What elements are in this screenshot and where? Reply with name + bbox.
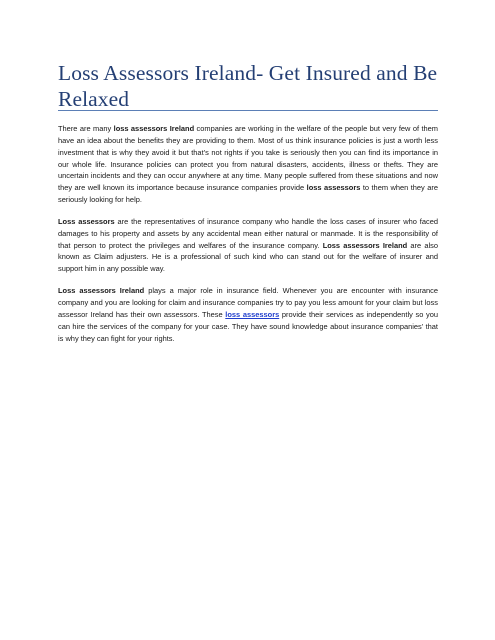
- document-title: Loss Assessors Ireland- Get Insured and Be Relaxed: [58, 61, 438, 111]
- p2-text-1: are the representatives of insurance company who handle the loss cases of insurer who faced damages to his property and assets by any accidental mean either natural or manmade. It is the responsibility of that person to protect the privileges and welfares of the insurance company.: [58, 216, 438, 250]
- p1-bold-1: loss assessors Ireland: [113, 124, 195, 133]
- document-body: [58, 123, 438, 354]
- p1-text-2: companies are working in the welfare of the people but very few of them have an idea about the benefits they are providing to them. Most of us think insurance policies is just a worth less investment that is why they avoid it but that’s not rights if you take is seriously then you can find its importance in our whole life. Insurance policies can protect you from natural disasters, accidents, illness or thefts. They are uncertain incidents and they can occur anywhere at any time. Many people suffered from these situations and now they are well known its importance because insurance companies provide: [58, 124, 438, 193]
- p1-text-1: There are many: [58, 124, 114, 133]
- p3-bold-1: Loss assessors Ireland: [58, 286, 145, 296]
- p2-text-2: are also known as Claim adjusters. He is a professional of such kind who can stand out for the welfare of insurer and support him in any possible way.: [58, 240, 438, 274]
- title-underline-rule: [58, 110, 438, 111]
- p3-text-1: plays a major role in insurance field. Whenever you are encounter with insurance company and you are looking for claim and insurance companies try to pay you less amount for your claim but loss assessor Ireland has their own assessors. These: [58, 286, 438, 319]
- p3-text-2: provide their services as independently so you can hire the services of the company for your case. They have sound knowledge about insurance companies’ that is why they can fight for your rights.: [58, 309, 438, 343]
- paragraph-2: [58, 216, 438, 275]
- p2-bold-2: Loss assessors Ireland: [322, 240, 408, 250]
- p1-text-3: to them when they are seriously looking for help.: [58, 183, 438, 205]
- p1-bold-2: loss assessors: [306, 183, 361, 193]
- paragraph-3: [58, 285, 438, 344]
- loss-assessors-link[interactable]: loss assessors: [225, 309, 280, 319]
- p2-bold-1: Loss assessors: [58, 216, 115, 226]
- paragraph-1: [58, 123, 438, 206]
